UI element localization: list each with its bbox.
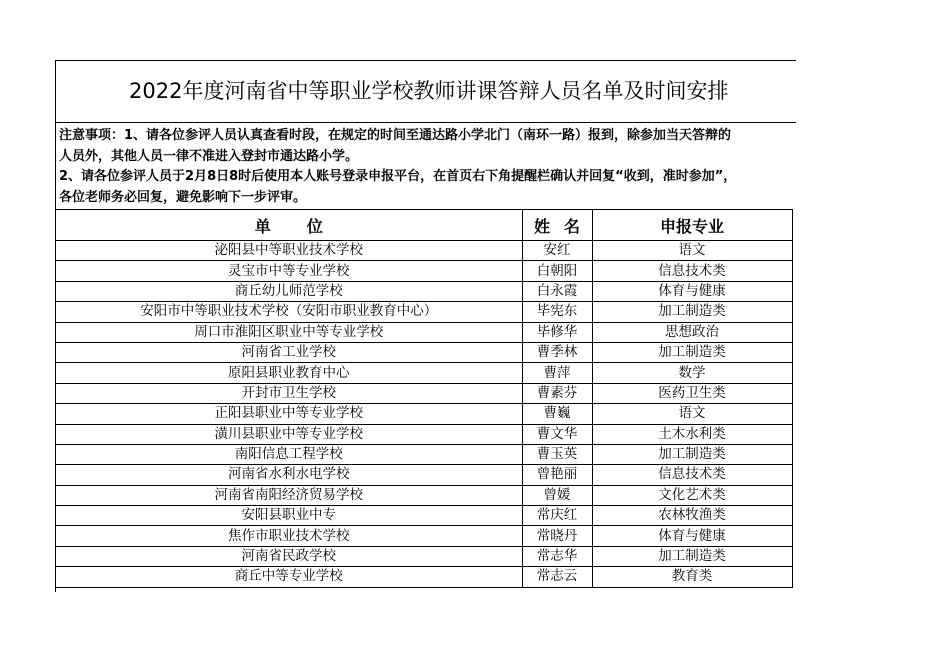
cell-name[interactable]: 安红 bbox=[522, 241, 592, 261]
cell-name[interactable]: 曹玉英 bbox=[522, 444, 592, 464]
cell-major[interactable]: 思想政治 bbox=[592, 322, 792, 342]
cell-unit[interactable]: 河南省工业学校 bbox=[56, 342, 522, 362]
cell-name[interactable]: 常庆红 bbox=[522, 506, 592, 526]
cell-unit[interactable]: 潢川县职业中等专业学校 bbox=[56, 424, 522, 444]
cell-name[interactable]: 常志云 bbox=[522, 567, 592, 587]
cell-unit[interactable]: 周口市淮阳区职业中等专业学校 bbox=[56, 322, 522, 342]
table-row bbox=[56, 526, 792, 546]
cell-name[interactable]: 毕修华 bbox=[522, 322, 592, 342]
cell-unit[interactable]: 灵宝市中等专业学校 bbox=[56, 261, 522, 281]
cell-unit[interactable]: 河南省民政学校 bbox=[56, 546, 522, 566]
table-row bbox=[56, 424, 792, 444]
table-row bbox=[56, 404, 792, 424]
cell-major[interactable]: 数学 bbox=[592, 363, 792, 383]
table-row bbox=[56, 261, 792, 281]
column-header-major: 申报专业 bbox=[592, 210, 792, 241]
cell-unit[interactable]: 商丘幼儿师范学校 bbox=[56, 281, 522, 301]
cell-unit[interactable]: 正阳县职业中等专业学校 bbox=[56, 404, 522, 424]
cell-major[interactable]: 语文 bbox=[592, 404, 792, 424]
cell-major[interactable]: 体育与健康 bbox=[592, 526, 792, 546]
table-row bbox=[56, 322, 792, 342]
cell-major[interactable]: 教育类 bbox=[592, 567, 792, 587]
cell-unit[interactable]: 焦作市职业技术学校 bbox=[56, 526, 522, 546]
cell-unit[interactable]: 河南省水利水电学校 bbox=[56, 465, 522, 485]
cell-major[interactable]: 土木水利类 bbox=[592, 424, 792, 444]
table-row bbox=[56, 281, 792, 301]
cell-major[interactable]: 文化艺术类 bbox=[592, 485, 792, 505]
notice-line: 各位老师务必回复，避免影响下一步评审。 bbox=[59, 189, 307, 205]
cell-unit[interactable]: 安阳市中等职业技术学校（安阳市职业教育中心） bbox=[56, 302, 522, 322]
table-row bbox=[56, 465, 792, 485]
cell-major[interactable]: 农林牧渔类 bbox=[592, 506, 792, 526]
cell-unit[interactable]: 商丘中等专业学校 bbox=[56, 567, 522, 587]
cell-name[interactable]: 常志华 bbox=[522, 546, 592, 566]
cell-name[interactable]: 曹素芬 bbox=[522, 383, 592, 403]
cell-unit[interactable]: 泌阳县中等职业技术学校 bbox=[56, 241, 522, 261]
table-row bbox=[56, 241, 792, 261]
notice-line: 人员外，其他人员一律不准进入登封市通达路小学。 bbox=[59, 148, 359, 164]
cell-name[interactable]: 白朝阳 bbox=[522, 261, 592, 281]
cell-name[interactable]: 曹萍 bbox=[522, 363, 592, 383]
notice-line: 注意事项：1、请各位参评人员认真查看时段，在规定的时间至通达路小学北门（南环一路）报到，除参加当天答辩的 bbox=[59, 128, 732, 143]
cell-name[interactable]: 曾艳丽 bbox=[522, 465, 592, 485]
notice-block bbox=[56, 122, 796, 208]
header-row bbox=[56, 210, 792, 241]
roster-table bbox=[56, 209, 793, 588]
table-row bbox=[56, 444, 792, 464]
cell-name[interactable]: 常晓丹 bbox=[522, 526, 592, 546]
cell-unit[interactable]: 原阳县职业教育中心 bbox=[56, 363, 522, 383]
cell-name[interactable]: 曹季林 bbox=[522, 342, 592, 362]
cell-name[interactable]: 曹巍 bbox=[522, 404, 592, 424]
notice-line: 2、请各位参评人员于2月8日8时后使用本人账号登录申报平台，在首页右下角提醒栏确认并回复“收到，准时参加”， bbox=[59, 169, 737, 184]
cell-unit[interactable]: 安阳县职业中专 bbox=[56, 506, 522, 526]
column-header-unit: 单 位 bbox=[56, 210, 522, 241]
table-row bbox=[56, 546, 792, 566]
table-row bbox=[56, 506, 792, 526]
table-row bbox=[56, 485, 792, 505]
column-header-name: 姓 名 bbox=[522, 210, 592, 241]
cell-name[interactable]: 毕宪东 bbox=[522, 302, 592, 322]
cell-major[interactable]: 语文 bbox=[592, 241, 792, 261]
cell-major[interactable]: 信息技术类 bbox=[592, 465, 792, 485]
cell-major[interactable]: 加工制造类 bbox=[592, 302, 792, 322]
cell-unit[interactable]: 开封市卫生学校 bbox=[56, 383, 522, 403]
cell-major[interactable]: 加工制造类 bbox=[592, 342, 792, 362]
cell-unit[interactable]: 南阳信息工程学校 bbox=[56, 444, 522, 464]
cell-major[interactable]: 加工制造类 bbox=[592, 546, 792, 566]
cell-name[interactable]: 白永霞 bbox=[522, 281, 592, 301]
cell-major[interactable]: 信息技术类 bbox=[592, 261, 792, 281]
cell-major[interactable]: 体育与健康 bbox=[592, 281, 792, 301]
cell-major[interactable]: 医药卫生类 bbox=[592, 383, 792, 403]
page-title: 2022年度河南省中等职业学校教师讲课答辩人员名单及时间安排 bbox=[129, 79, 729, 103]
cell-unit[interactable]: 河南省南阳经济贸易学校 bbox=[56, 485, 522, 505]
table-row bbox=[56, 383, 792, 403]
cell-name[interactable]: 曹文华 bbox=[522, 424, 592, 444]
table-row bbox=[56, 567, 792, 587]
cell-major[interactable]: 加工制造类 bbox=[592, 444, 792, 464]
cell-name[interactable]: 曾媛 bbox=[522, 485, 592, 505]
spreadsheet bbox=[55, 60, 796, 592]
table-row bbox=[56, 363, 792, 383]
table-row bbox=[56, 342, 792, 362]
table-row bbox=[56, 302, 792, 322]
